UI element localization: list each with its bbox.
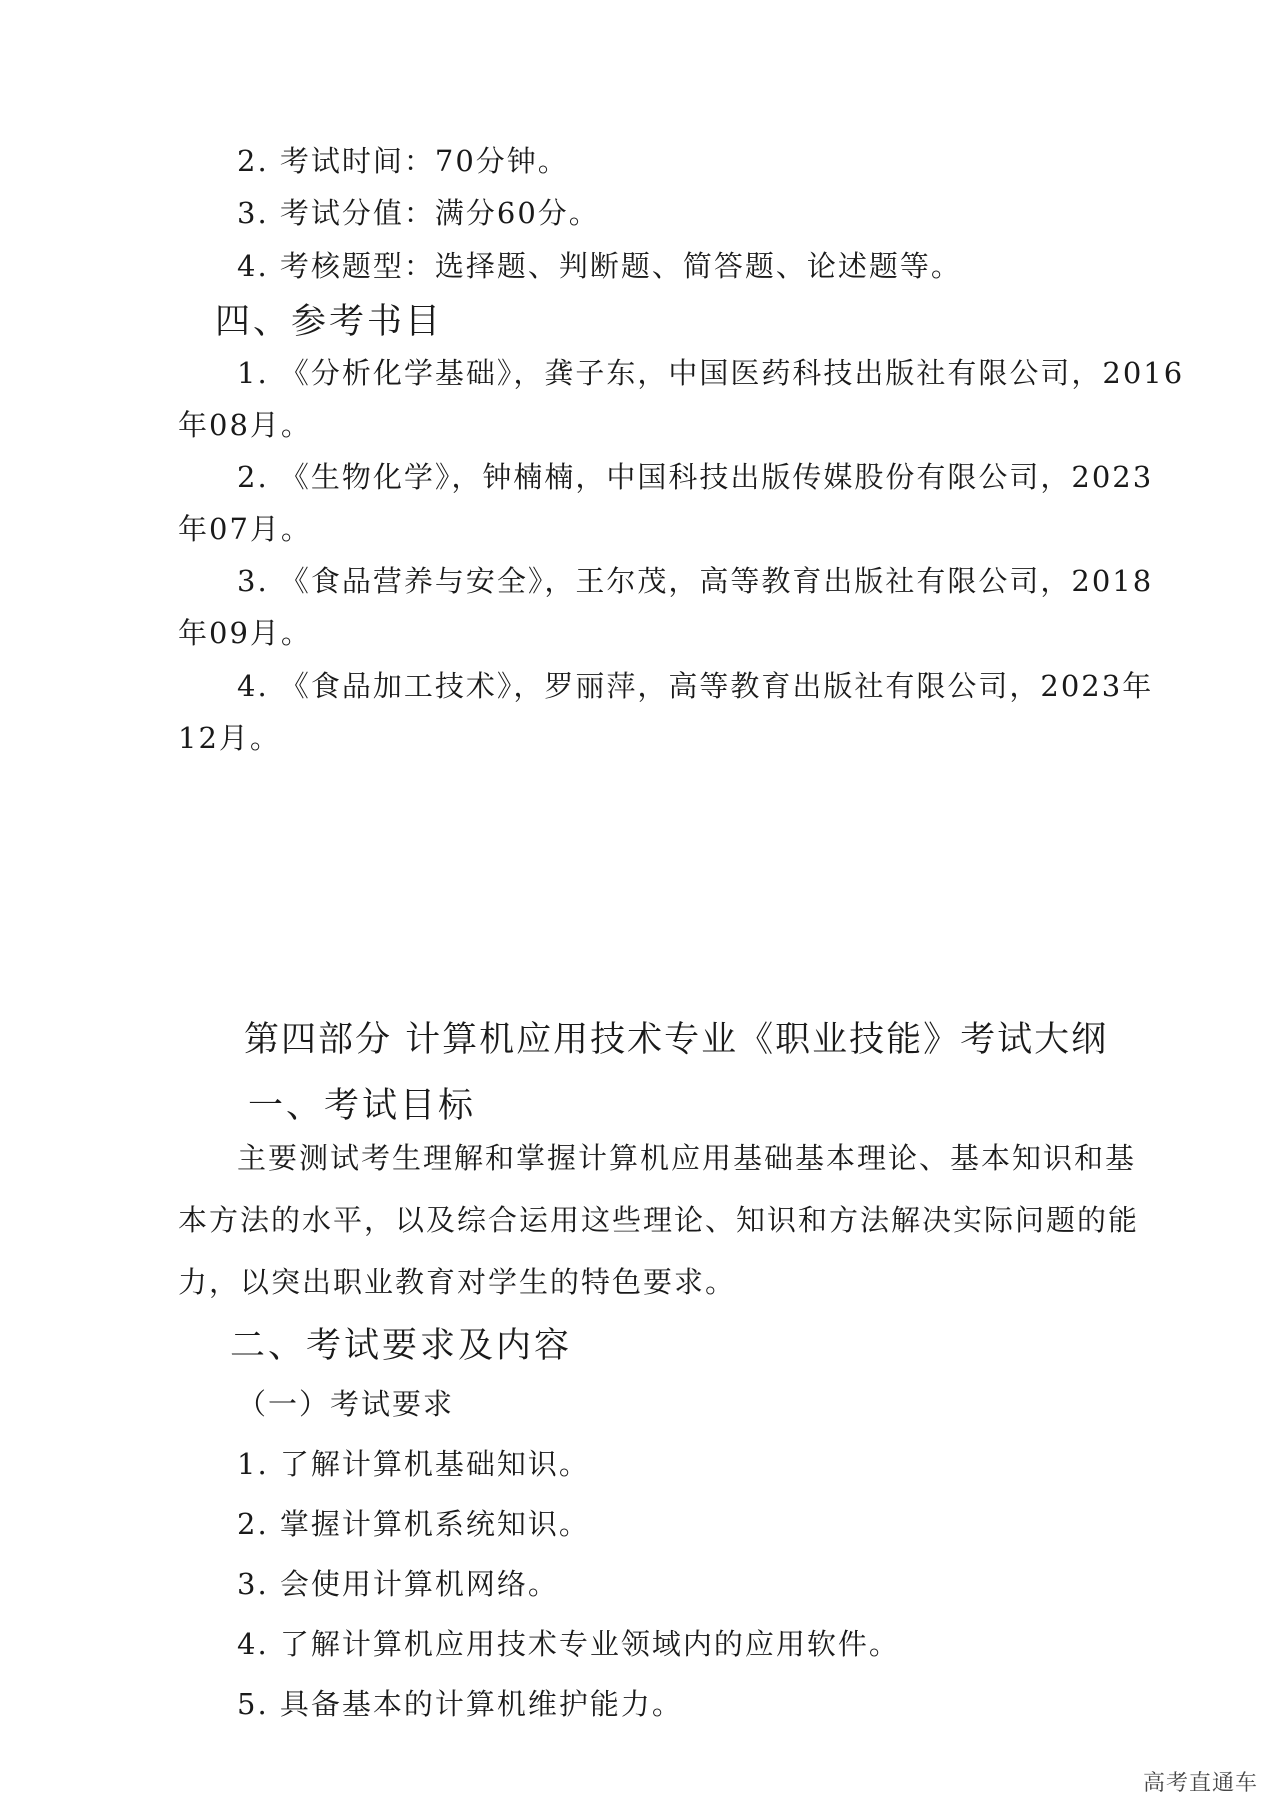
section-1-line-3: 力，以突出职业教育对学生的特色要求。 bbox=[178, 1265, 737, 1299]
section-2-heading: 二、考试要求及内容 bbox=[230, 1326, 573, 1366]
requirement-item-2: 2. 掌握计算机系统知识。 bbox=[237, 1507, 590, 1541]
part-title: 第四部分 计算机应用技术专业《职业技能》考试大纲 bbox=[244, 1020, 1109, 1060]
ref-1-line-2: 年08月。 bbox=[178, 408, 312, 442]
requirement-item-1: 1. 了解计算机基础知识。 bbox=[237, 1447, 590, 1481]
requirement-item-3: 3. 会使用计算机网络。 bbox=[237, 1567, 559, 1601]
ref-2-line-2: 年07月。 bbox=[178, 512, 312, 546]
section-2-subheading: （一）考试要求 bbox=[237, 1387, 455, 1421]
ref-4-line-2: 12月。 bbox=[178, 721, 281, 755]
section-1-line-2: 本方法的水平，以及综合运用这些理论、知识和方法解决实际问题的能 bbox=[178, 1203, 1140, 1237]
requirement-item-5: 5. 具备基本的计算机维护能力。 bbox=[237, 1687, 683, 1721]
section-1-heading: 一、考试目标 bbox=[248, 1086, 477, 1126]
refs-heading: 四、参考书目 bbox=[215, 302, 444, 342]
ref-3-line-1: 3. 《食品营养与安全》，王尔茂，高等教育出版社有限公司，2018 bbox=[237, 564, 1154, 598]
requirement-item-4: 4. 了解计算机应用技术专业领域内的应用软件。 bbox=[237, 1627, 900, 1661]
exam-duration: 2. 考试时间：70分钟。 bbox=[237, 144, 569, 178]
exam-score: 3. 考试分值：满分60分。 bbox=[237, 196, 600, 230]
ref-4-line-1: 4. 《食品加工技术》，罗丽萍，高等教育出版社有限公司，2023年 bbox=[237, 669, 1154, 703]
ref-3-line-2: 年09月。 bbox=[178, 616, 312, 650]
ref-2-line-1: 2. 《生物化学》，钟楠楠，中国科技出版传媒股份有限公司，2023 bbox=[237, 460, 1154, 494]
watermark-text: 高考直通车 bbox=[1142, 1771, 1258, 1796]
section-1-line-1: 主要测试考生理解和掌握计算机应用基础基本理论、基本知识和基 bbox=[237, 1141, 1137, 1175]
exam-question-types: 4. 考核题型：选择题、判断题、简答题、论述题等。 bbox=[237, 249, 962, 283]
ref-1-line-1: 1. 《分析化学基础》，龚子东，中国医药科技出版社有限公司，2016 bbox=[237, 356, 1185, 390]
